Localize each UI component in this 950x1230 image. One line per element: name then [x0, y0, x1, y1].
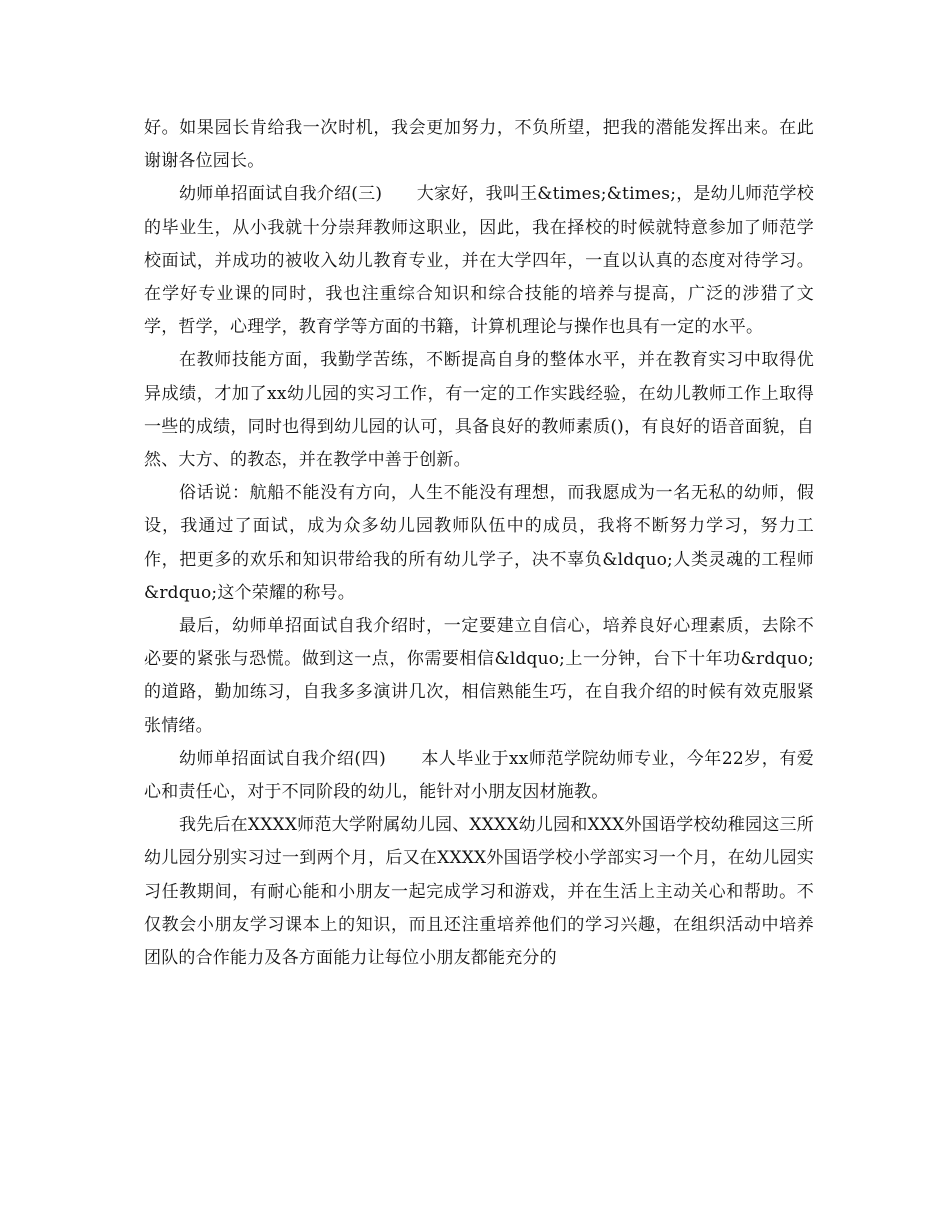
paragraph-final-advice: 最后，幼师单招面试自我介绍时，一定要建立自信心，培养良好心理素质，去除不必要的紧张与恐慌。做到这一点，你需要相信&ldquo;上一分钟，台下十年功&rdquo;的道路，勤加练习，自我多多演讲几次，相信熟能生巧，在自我介绍的时候有效克服紧张情绪。: [144, 616, 814, 736]
paragraph-proverb: 俗话说：航船不能没有方向，人生不能没有理想，而我愿成为一名无私的幼师，假设，我通过了面试，成为众多幼儿园教师队伍中的成员，我将不断努力学习，努力工作，把更多的欢乐和知识带给我的所有幼儿学子，决不辜负&ldquo;人类灵魂的工程师&rdquo;这个荣耀的称号。: [144, 483, 814, 603]
document-body: [144, 112, 814, 975]
paragraph-intro-four: 幼师单招面试自我介绍(四) 本人毕业于xx师范学院幼师专业，今年22岁，有爱心和责任心，对于不同阶段的幼儿，能针对小朋友因材施教。: [144, 748, 814, 803]
paragraph-teaching-skills: 在教师技能方面，我勤学苦练，不断提高自身的整体水平，并在教育实习中取得优异成绩，才加了xx幼儿园的实习工作，有一定的工作实践经验，在幼儿教师工作上取得一些的成绩，同时也得到幼儿园的认可，具备良好的教师素质()，有良好的语音面貌，自然、大方、的教态，并在教学中善于创新。: [144, 350, 814, 471]
paragraph-continuation: 好。如果园长肯给我一次时机，我会更加努力，不负所望，把我的潜能发挥出来。在此谢谢各位园长。: [144, 118, 814, 172]
paragraph-internship: 我先后在XXXX师范大学附属幼儿园、XXXX幼儿园和XXX外国语学校幼稚园这三所幼儿园分别实习过一到两个月，后又在XXXX外国语学校小学部实习一个月，在幼儿园实习任教期间，有耐心能和小朋友一起完成学习和游戏，并在生活上主动关心和帮助。不仅教会小朋友学习课本上的知识，而且还注重培养他们的学习兴趣，在组织活动中培养团队的合作能力及各方面能力让每位小朋友都能充分的: [144, 815, 814, 969]
paragraph-intro-three: 幼师单招面试自我介绍(三) 大家好，我叫王&times;&times;，是幼儿师范学校的毕业生，从小我就十分崇拜教师这职业，因此，我在择校的时候就特意参加了师范学校面试，并成功的被收入幼儿教育专业，并在大学四年，一直以认真的态度对待学习。在学好专业课的同时，我也注重综合知识和综合技能的培养与提高，广泛的涉猎了文学，哲学，心理学，教育学等方面的书籍，计算机理论与操作也具有一定的水平。: [144, 184, 814, 338]
